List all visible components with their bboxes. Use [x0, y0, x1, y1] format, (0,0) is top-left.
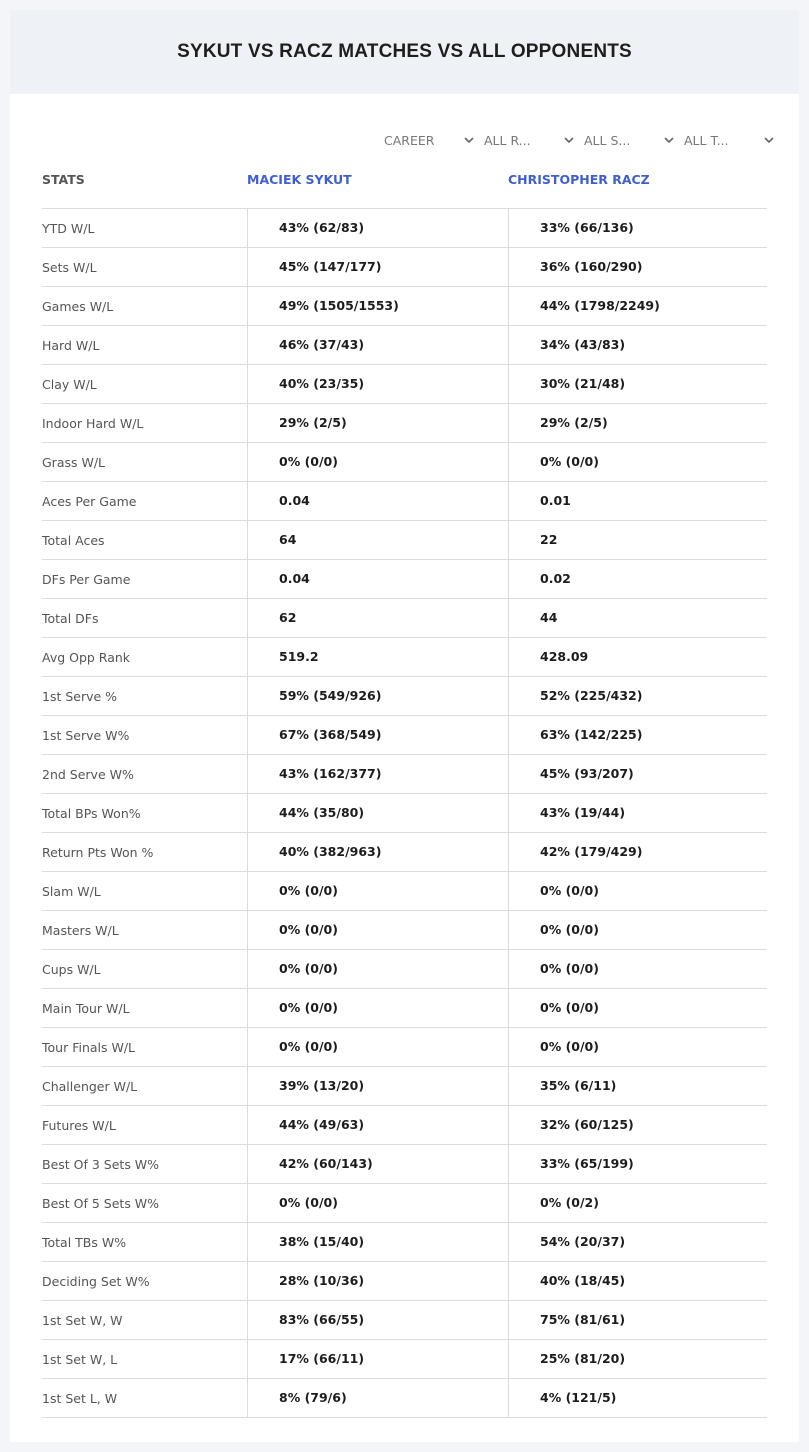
table-row: [42, 365, 767, 404]
stat-label: Main Tour W/L: [42, 1000, 130, 1016]
stat-label: Futures W/L: [42, 1117, 116, 1133]
stat-label: Grass W/L: [42, 454, 106, 470]
player2-value: 43% (19/44): [540, 805, 626, 820]
player1-value: 46% (37/43): [279, 337, 365, 352]
table-row: [42, 677, 767, 716]
stat-label: 1st Set L, W: [42, 1390, 118, 1406]
filter-round-dropdown[interactable]: [484, 128, 584, 152]
stat-label: Masters W/L: [42, 922, 119, 938]
table-row: [42, 638, 767, 677]
table-row: [42, 560, 767, 599]
player2-value: 22: [540, 532, 558, 547]
table-row: [42, 1184, 767, 1223]
player1-value: 44% (35/80): [279, 805, 365, 820]
player1-value: 0.04: [279, 493, 310, 508]
player1-value: 44% (49/63): [279, 1117, 365, 1132]
filter-label: ALL S...: [584, 132, 631, 148]
player2-value: 52% (225/432): [540, 688, 643, 703]
column-divider: [247, 209, 248, 1418]
player1-value: 0% (0/0): [279, 1000, 338, 1015]
filter-period-dropdown[interactable]: [384, 128, 484, 152]
table-row: [42, 1067, 767, 1106]
stat-label: Games W/L: [42, 298, 114, 314]
table-row: [42, 833, 767, 872]
table-row: [42, 1028, 767, 1067]
player2-value: 34% (43/83): [540, 337, 626, 352]
chevron-down-icon: [764, 135, 774, 145]
player1-value: 62: [279, 610, 297, 625]
player2-value: 29% (2/5): [540, 415, 608, 430]
stat-label: Deciding Set W%: [42, 1273, 150, 1289]
player1-value: 42% (60/143): [279, 1156, 373, 1171]
table-row: [42, 716, 767, 755]
stat-label: 2nd Serve W%: [42, 766, 134, 782]
stat-label: Hard W/L: [42, 337, 100, 353]
stat-label: Cups W/L: [42, 961, 101, 977]
player2-value: 32% (60/125): [540, 1117, 634, 1132]
filter-surface-dropdown[interactable]: [584, 128, 684, 152]
player1-value: 28% (10/36): [279, 1273, 365, 1288]
player2-value: 40% (18/45): [540, 1273, 626, 1288]
table-row: [42, 209, 767, 248]
filter-label: CAREER: [384, 132, 435, 148]
player2-value: 35% (6/11): [540, 1078, 617, 1093]
player1-value: 519.2: [279, 649, 319, 664]
stat-label: Total Aces: [42, 532, 105, 548]
table-row: [42, 443, 767, 482]
stat-label: Challenger W/L: [42, 1078, 138, 1094]
stat-label: 1st Set W, L: [42, 1351, 118, 1367]
stat-label: Total DFs: [42, 610, 99, 626]
card-header: [10, 10, 799, 94]
table-row: [42, 911, 767, 950]
column-header-player2-link[interactable]: CHRISTOPHER RACZ: [508, 172, 650, 187]
filter-bar: [384, 128, 784, 152]
chevron-down-icon: [464, 135, 474, 145]
player2-value: 44: [540, 610, 558, 625]
stat-label: Return Pts Won %: [42, 844, 154, 860]
stat-label: Best Of 5 Sets W%: [42, 1195, 160, 1211]
player2-value: 0% (0/0): [540, 961, 599, 976]
player2-value: 63% (142/225): [540, 727, 643, 742]
stat-label: YTD W/L: [42, 220, 95, 236]
table-row: [42, 326, 767, 365]
player1-value: 40% (382/963): [279, 844, 382, 859]
player2-value: 0% (0/0): [540, 1039, 599, 1054]
player1-value: 59% (549/926): [279, 688, 382, 703]
stat-label: Indoor Hard W/L: [42, 415, 144, 431]
column-divider: [508, 209, 509, 1418]
player1-value: 0% (0/0): [279, 883, 338, 898]
player2-value: 42% (179/429): [540, 844, 643, 859]
player2-value: 25% (81/20): [540, 1351, 626, 1366]
stat-label: Slam W/L: [42, 883, 101, 899]
player1-value: 64: [279, 532, 297, 547]
player1-value: 0% (0/0): [279, 961, 338, 976]
filter-label: ALL T...: [684, 132, 729, 148]
table-row: [42, 248, 767, 287]
stat-label: Total BPs Won%: [42, 805, 141, 821]
table-row: [42, 1379, 767, 1418]
chevron-down-icon: [664, 135, 674, 145]
stat-label: Clay W/L: [42, 376, 97, 392]
table-row: [42, 755, 767, 794]
player1-value: 43% (62/83): [279, 220, 365, 235]
stat-label: Avg Opp Rank: [42, 649, 131, 665]
table-row: [42, 1340, 767, 1379]
table-row: [42, 950, 767, 989]
player2-value: 44% (1798/2249): [540, 298, 660, 313]
stats-table: [42, 208, 767, 1418]
table-row: [42, 1145, 767, 1184]
chevron-down-icon: [564, 135, 574, 145]
stats-card: [10, 10, 799, 1442]
table-row: [42, 521, 767, 560]
player1-value: 0% (0/0): [279, 1195, 338, 1210]
player1-value: 49% (1505/1553): [279, 298, 399, 313]
player2-value: 0% (0/0): [540, 883, 599, 898]
column-header-stats: STATS: [42, 172, 85, 187]
table-row: [42, 599, 767, 638]
stat-label: Tour Finals W/L: [42, 1039, 136, 1055]
table-row: [42, 287, 767, 326]
page-title: SYKUT VS RACZ MATCHES VS ALL OPPONENTS: [177, 41, 632, 62]
player1-value: 0% (0/0): [279, 454, 338, 469]
stat-label: Best Of 3 Sets W%: [42, 1156, 160, 1172]
player2-value: 0.01: [540, 493, 571, 508]
table-row: [42, 1223, 767, 1262]
player1-value: 45% (147/177): [279, 259, 382, 274]
player1-value: 67% (368/549): [279, 727, 382, 742]
player2-value: 33% (66/136): [540, 220, 634, 235]
table-row: [42, 1262, 767, 1301]
player2-value: 4% (121/5): [540, 1390, 617, 1405]
table-row: [42, 482, 767, 521]
player1-value: 39% (13/20): [279, 1078, 365, 1093]
stat-label: Total TBs W%: [42, 1234, 127, 1250]
table-row: [42, 872, 767, 911]
stat-label: Sets W/L: [42, 259, 97, 275]
player2-value: 428.09: [540, 649, 589, 664]
stat-label: 1st Serve W%: [42, 727, 130, 743]
player1-value: 0% (0/0): [279, 1039, 338, 1054]
filter-tournament-dropdown[interactable]: [684, 128, 784, 152]
player1-value: 83% (66/55): [279, 1312, 365, 1327]
table-header: [42, 170, 767, 208]
player2-value: 0% (0/0): [540, 922, 599, 937]
column-header-player1-link[interactable]: MACIEK SYKUT: [247, 172, 352, 187]
player1-value: 29% (2/5): [279, 415, 347, 430]
table-row: [42, 794, 767, 833]
table-row: [42, 1106, 767, 1145]
player1-value: 8% (79/6): [279, 1390, 347, 1405]
player1-value: 0.04: [279, 571, 310, 586]
player1-value: 17% (66/11): [279, 1351, 365, 1366]
player2-value: 0% (0/2): [540, 1195, 599, 1210]
stat-label: 1st Serve %: [42, 688, 118, 704]
filter-label: ALL R...: [484, 132, 531, 148]
player2-value: 0% (0/0): [540, 454, 599, 469]
player1-value: 38% (15/40): [279, 1234, 365, 1249]
table-row: [42, 1301, 767, 1340]
player1-value: 0% (0/0): [279, 922, 338, 937]
table-row: [42, 404, 767, 443]
player1-value: 40% (23/35): [279, 376, 365, 391]
table-row: [42, 989, 767, 1028]
stat-label: 1st Set W, W: [42, 1312, 123, 1328]
player2-value: 54% (20/37): [540, 1234, 626, 1249]
player2-value: 45% (93/207): [540, 766, 634, 781]
player2-value: 30% (21/48): [540, 376, 626, 391]
player2-value: 0.02: [540, 571, 571, 586]
stat-label: DFs Per Game: [42, 571, 131, 587]
player1-value: 43% (162/377): [279, 766, 382, 781]
player2-value: 36% (160/290): [540, 259, 643, 274]
player2-value: 0% (0/0): [540, 1000, 599, 1015]
stat-label: Aces Per Game: [42, 493, 137, 509]
player2-value: 33% (65/199): [540, 1156, 634, 1171]
player2-value: 75% (81/61): [540, 1312, 626, 1327]
